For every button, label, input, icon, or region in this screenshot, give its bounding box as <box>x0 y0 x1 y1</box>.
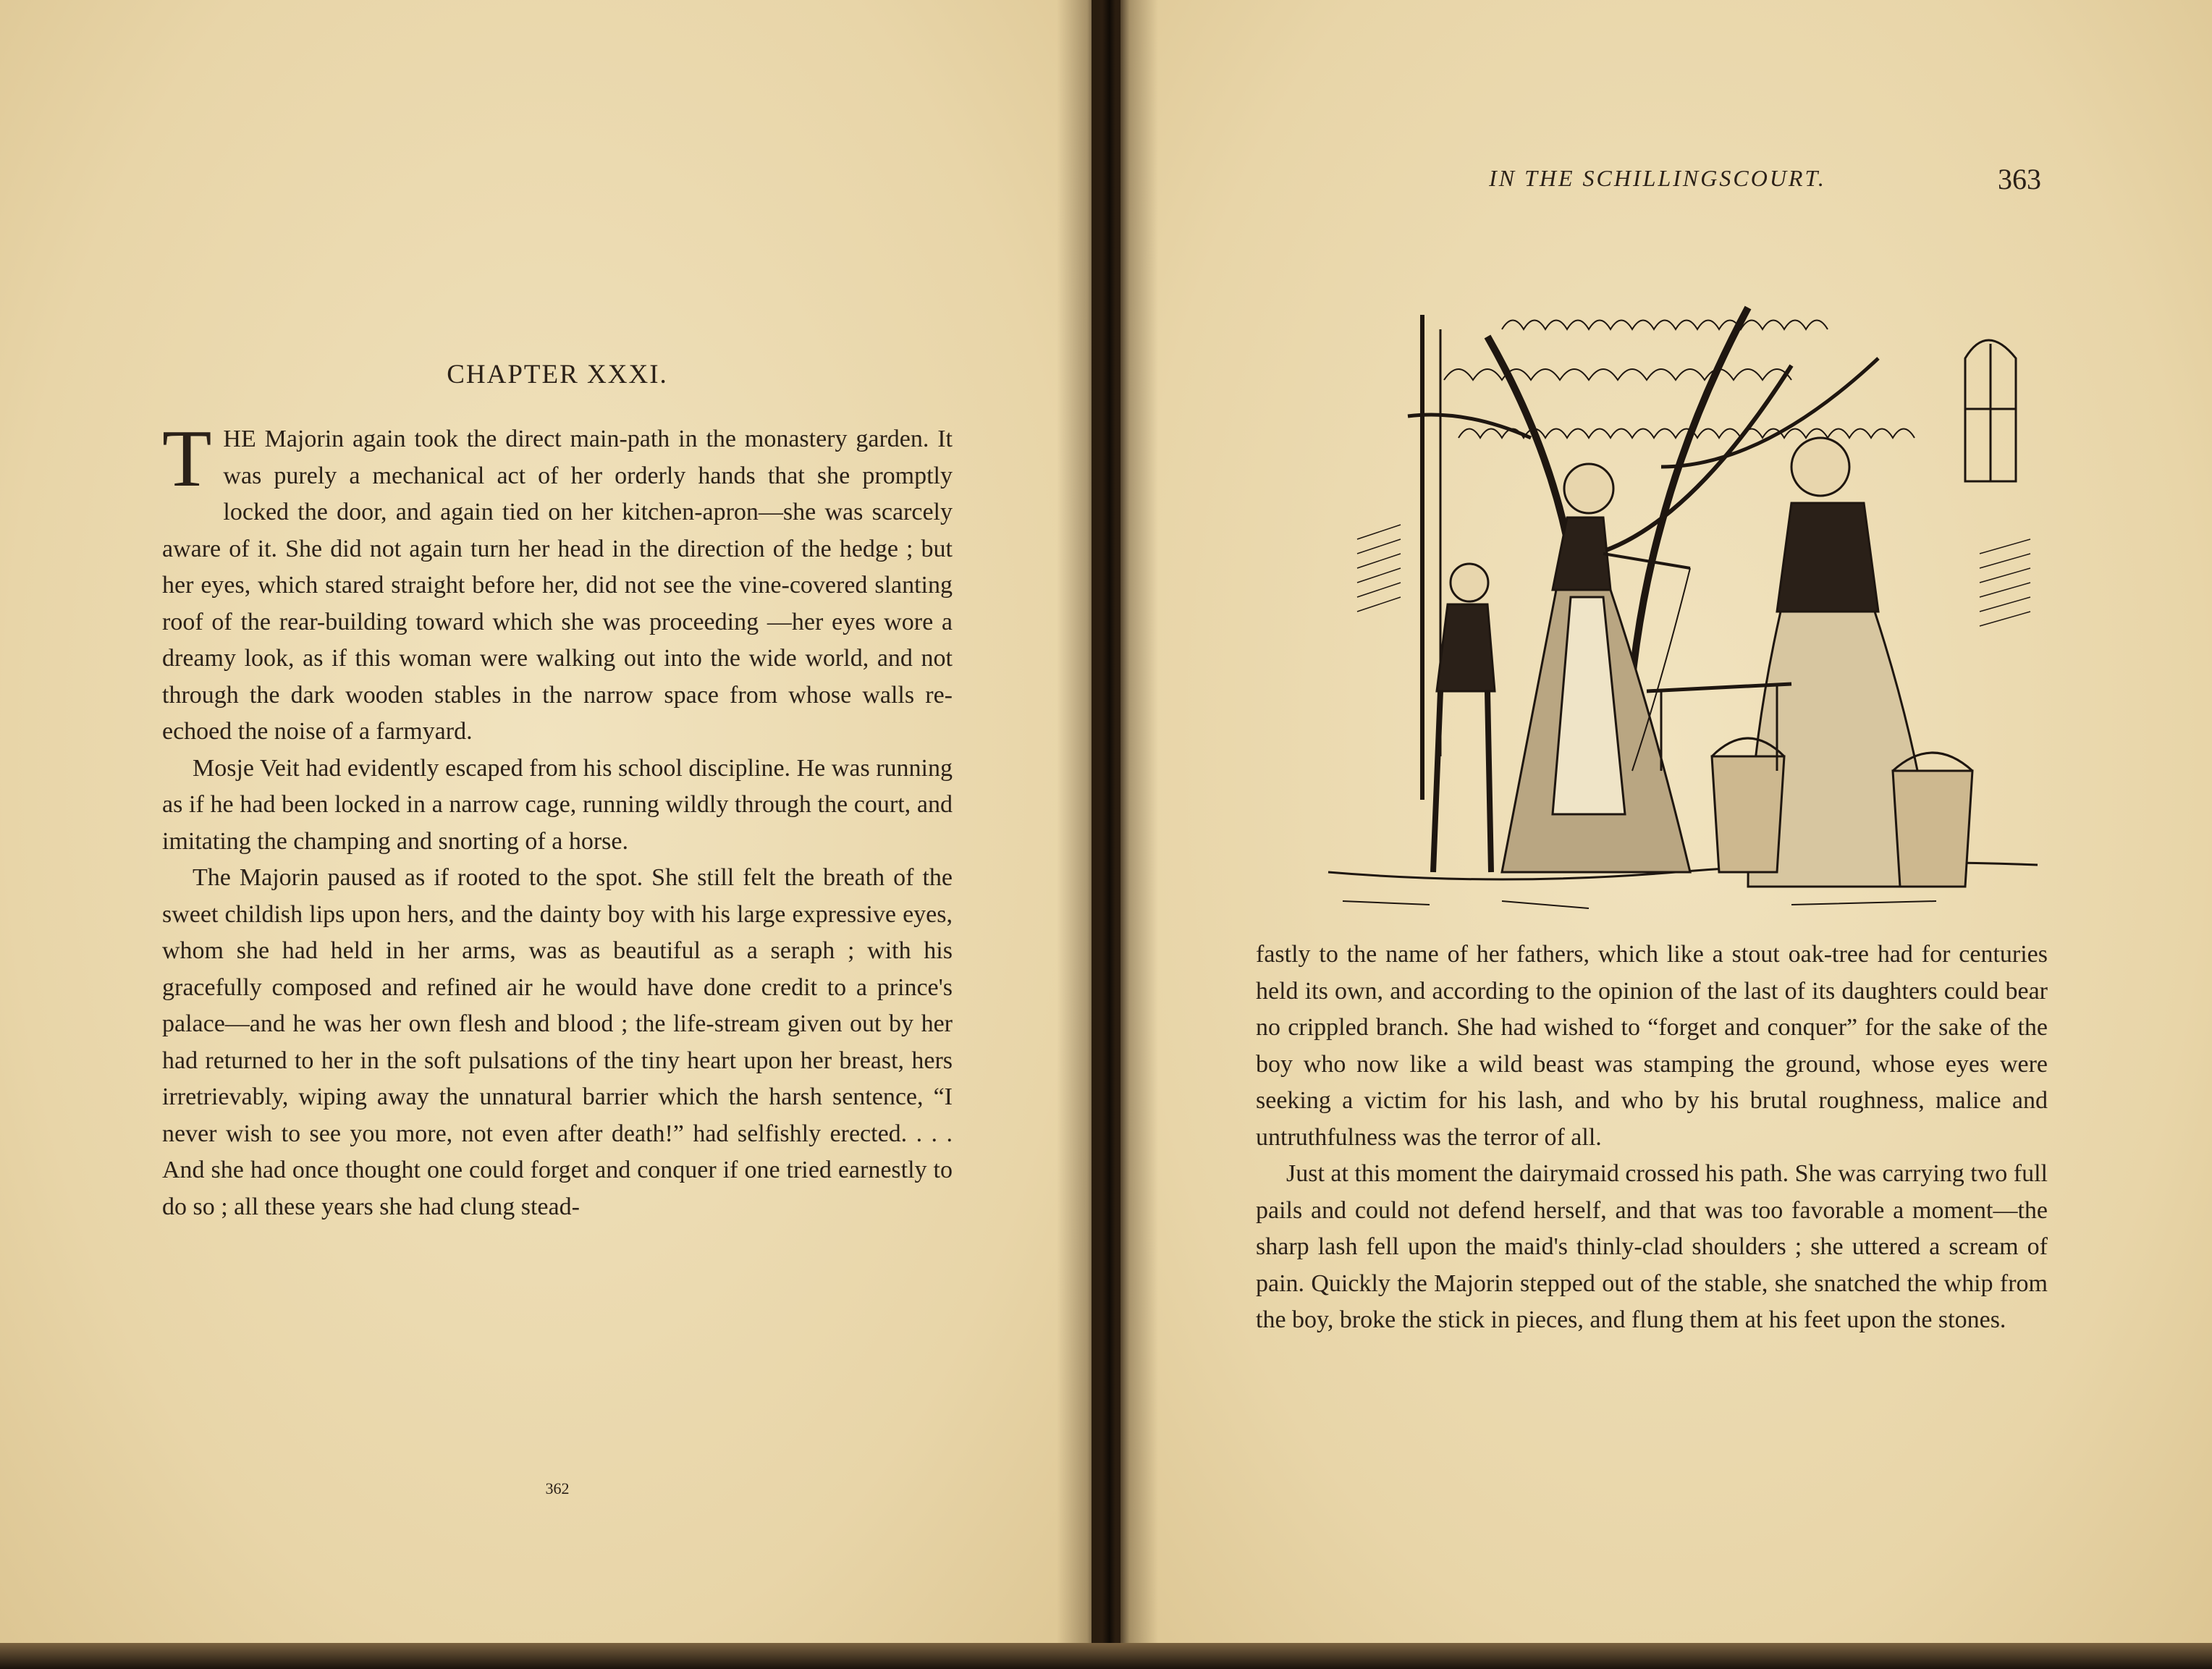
left-page-body <box>162 414 953 1225</box>
chapter-title: CHAPTER XXXI. <box>447 360 668 389</box>
engraving-illustration-icon <box>1285 250 2059 916</box>
book-gutter <box>1057 0 1158 1669</box>
left-page <box>0 0 1092 1669</box>
running-head: IN THE SCHILLINGSCOURT. <box>1489 165 1826 191</box>
page-number-left: 362 <box>545 1479 570 1497</box>
page-number-right: 363 <box>1998 163 2041 195</box>
paragraph-5: Just at this moment the dairymaid crossed his path. She was carrying two full pails and could not defend herself, and that was too favorable a moment—the sharp lash fell upon the maid's thinly-clad shoulders ; she uttered a scream of pain. Quickly the Majorin stepped out of the stable, she snatched the whip from the boy, broke the stick in pieces, and flung them at his feet upon the stones. <box>1256 1160 2048 1333</box>
drop-cap: T <box>162 414 212 504</box>
right-page-body <box>1256 937 2048 1339</box>
paragraph-4: fastly to the name of her fathers, which like a stout oak-tree had for centuries held its own, and according to the opinion of the last of its daughters could bear no crippled branch. She had wished to “forget and conquer” for the sake of the boy who now like a wild beast was stamping the ground, whose eyes were seeking a victim for his lash, and who by his brutal roughness, malice and untruthfulness was the terror of all. <box>1256 941 2048 1151</box>
paragraph-3: The Majorin paused as if rooted to the spot. She still felt the breath of the sweet childish lips upon hers, and the dainty boy with his large expressive eyes, whom she had held in her arms, was as beautiful as a seraph ; with his gracefully composed and refined air he would have done credit to a prince's palace—and he was her own flesh and blood ; the life-stream given out by her had returned to her in the soft pulsations of the tiny heart upon her breast, hers irretrievably, wiping away the unnatural barrier which the harsh sentence, “I never wish to see you more, not even after death!” had selfishly erected. . . . And she had once thought one could forget and conquer if one tried earnestly to do so ; all these years she had clung stead- <box>162 864 953 1220</box>
paragraph-2: Mosje Veit had evidently escaped from his school discipline. He was running as if he had been locked in a narrow cage, running wildly through the court, and imitating the champing and snorting of a horse. <box>162 754 953 855</box>
paragraph-1-text: HE Majorin again took the direct main-path in the monastery garden. It was purely a mechanical act of her orderly hands that she promptly locked the door, and again tied on her kitchen-apron—she was scarcely aware of it. She did not again turn her head in the direction of the hedge ; but her eyes, which stared straight before her, did not see the vine-covered slanting roof of the rear-building toward which she was proceeding —her eyes wore a dreamy look, as if this woman were walking out into the wide world, and not through the dark wooden stables in the narrow space from whose walls re-echoed the noise of a farmyard. <box>162 426 953 745</box>
book-edge <box>0 1643 2212 1669</box>
paragraph-1 <box>162 414 953 751</box>
